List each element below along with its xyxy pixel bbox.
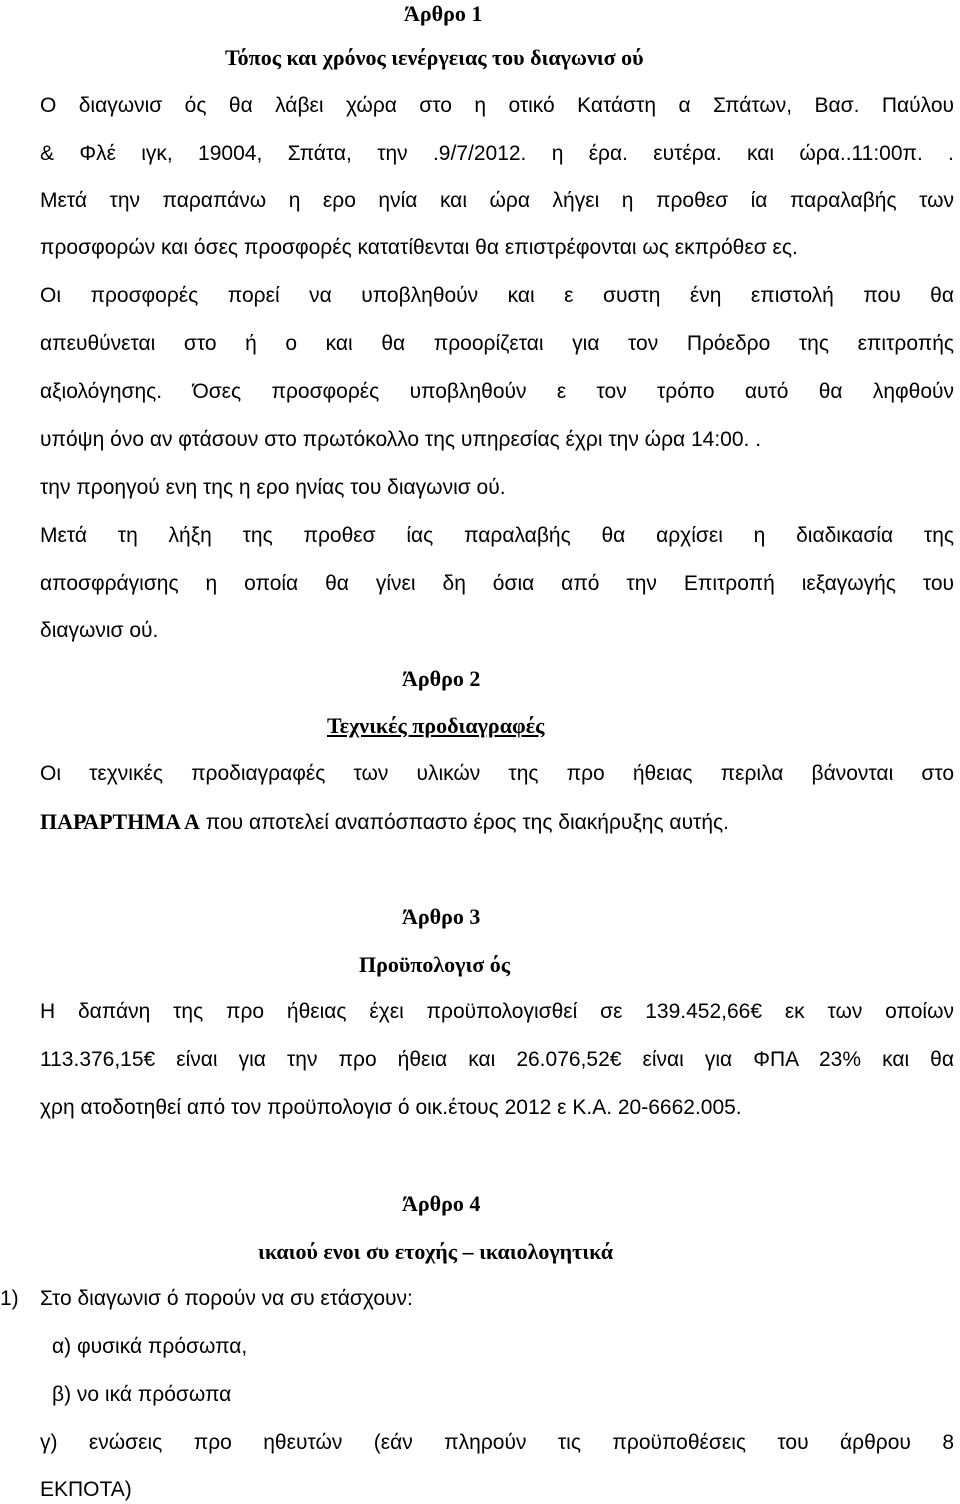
article1-line-1: Ο διαγωνισ ός θα λάβει χώρα στο η οτικό Κατάστη α Σπάτων, Βασ. Παύλου [40,94,954,117]
article2-subheading: Τεχνικές προδιαγραφές [327,713,545,738]
article1-heading: Άρθρο 1 [404,1,483,26]
subitem-c-tail: ΕΚΠΟΤΑ) [40,1478,132,1501]
article2-line-1: Οι τεχνικές προδιαγραφές των υλικών της προ ήθειας περιλα βάνονται στο [40,762,954,785]
subitem-a: α) φυσικά πρόσωπα, [52,1335,248,1358]
article3-heading: Άρθρο 3 [402,904,481,929]
article1-line-7: αξιολόγησης. Όσες προσφορές υποβληθούν ε τον τρόπο αυτό θα ληφθούν [40,380,954,403]
article1-line-12: διαγωνισ ού. [40,619,159,642]
article3-line-3: χρη ατοδοτηθεί από τον προϋπολογισ ό οικ.έτους 2012 ε Κ.Α. 20-6662.005. [40,1096,742,1119]
subitem-c: γ) ενώσεις προ ηθευτών (εάν πληρούν τις προϋποθέσεις του άρθρου 8 [40,1431,954,1454]
article1-line-6: απευθύνεται στο ή ο και θα προορίζεται για τον Πρόεδρο της επιτροπής [40,332,954,355]
article1-line-10: Μετά τη λήξη της προθεσ ίας παραλαβής θα αρχίσει η διαδικασία της [40,524,954,547]
article2-line-2 [40,808,954,837]
article3-line-2: 113.376,15€ είναι για την προ ήθεια και 26.076,52€ είναι για ΦΠΑ 23% και θα [40,1048,954,1071]
article1-line-11: αποσφράγισης η οποία θα γίνει δη όσια από την Επιτροπή ιεξαγωγής του [40,572,954,595]
annex-a-label: ΠΑΡΑΡΤΗΜΑ Α [40,809,200,834]
article1-line-3: Μετά την παραπάνω η ερο ηνία και ώρα λήγει η προθεσ ία παραλαβής των [40,189,954,212]
article1-line-5: Οι προσφορές πορεί να υποβληθούν και ε συστη ένη επιστολή που θα [40,284,954,307]
article1-line-9: την προηγού ενη της η ερο ηνίας του διαγωνισ ού. [40,476,506,499]
article1-line-4: προσφορών και όσες προσφορές κατατίθενται θα επιστρέφονται ως εκπρόθεσ ες. [40,236,798,259]
list-item-number: 1) [0,1287,19,1310]
article4-subheading: ικαιού ενοι συ ετοχής – ικαιολογητικά [258,1239,613,1264]
article1-line-2: & Φλέ ιγκ, 19004, Σπάτα, την .9/7/2012. η έρα. ευτέρα. και ώρα..11:00π. . [40,142,954,165]
list-item-text: Στο διαγωνισ ό πορούν να συ ετάσχουν: [40,1287,413,1310]
article1-subheading: Τόπος και χρόνος ιενέργειας του διαγωνισ ού [225,45,644,70]
article2-heading: Άρθρο 2 [402,666,481,691]
article4-heading: Άρθρο 4 [402,1191,481,1216]
article3-line-1: Η δαπάνη της προ ήθειας έχει προϋπολογισθεί σε 139.452,66€ εκ των οποίων [40,1000,954,1023]
subitem-b: β) νο ικά πρόσωπα [52,1383,232,1406]
article1-line-8: υπόψη όνο αν φτάσουν στο πρωτόκολλο της υπηρεσίας έχρι την ώρα 14:00. . [40,428,762,451]
article2-line-2-rest: που αποτελεί αναπόσπαστο έρος της διακήρυξης αυτής. [199,811,729,834]
article3-subheading: Προϋπολογισ ός [359,952,511,977]
